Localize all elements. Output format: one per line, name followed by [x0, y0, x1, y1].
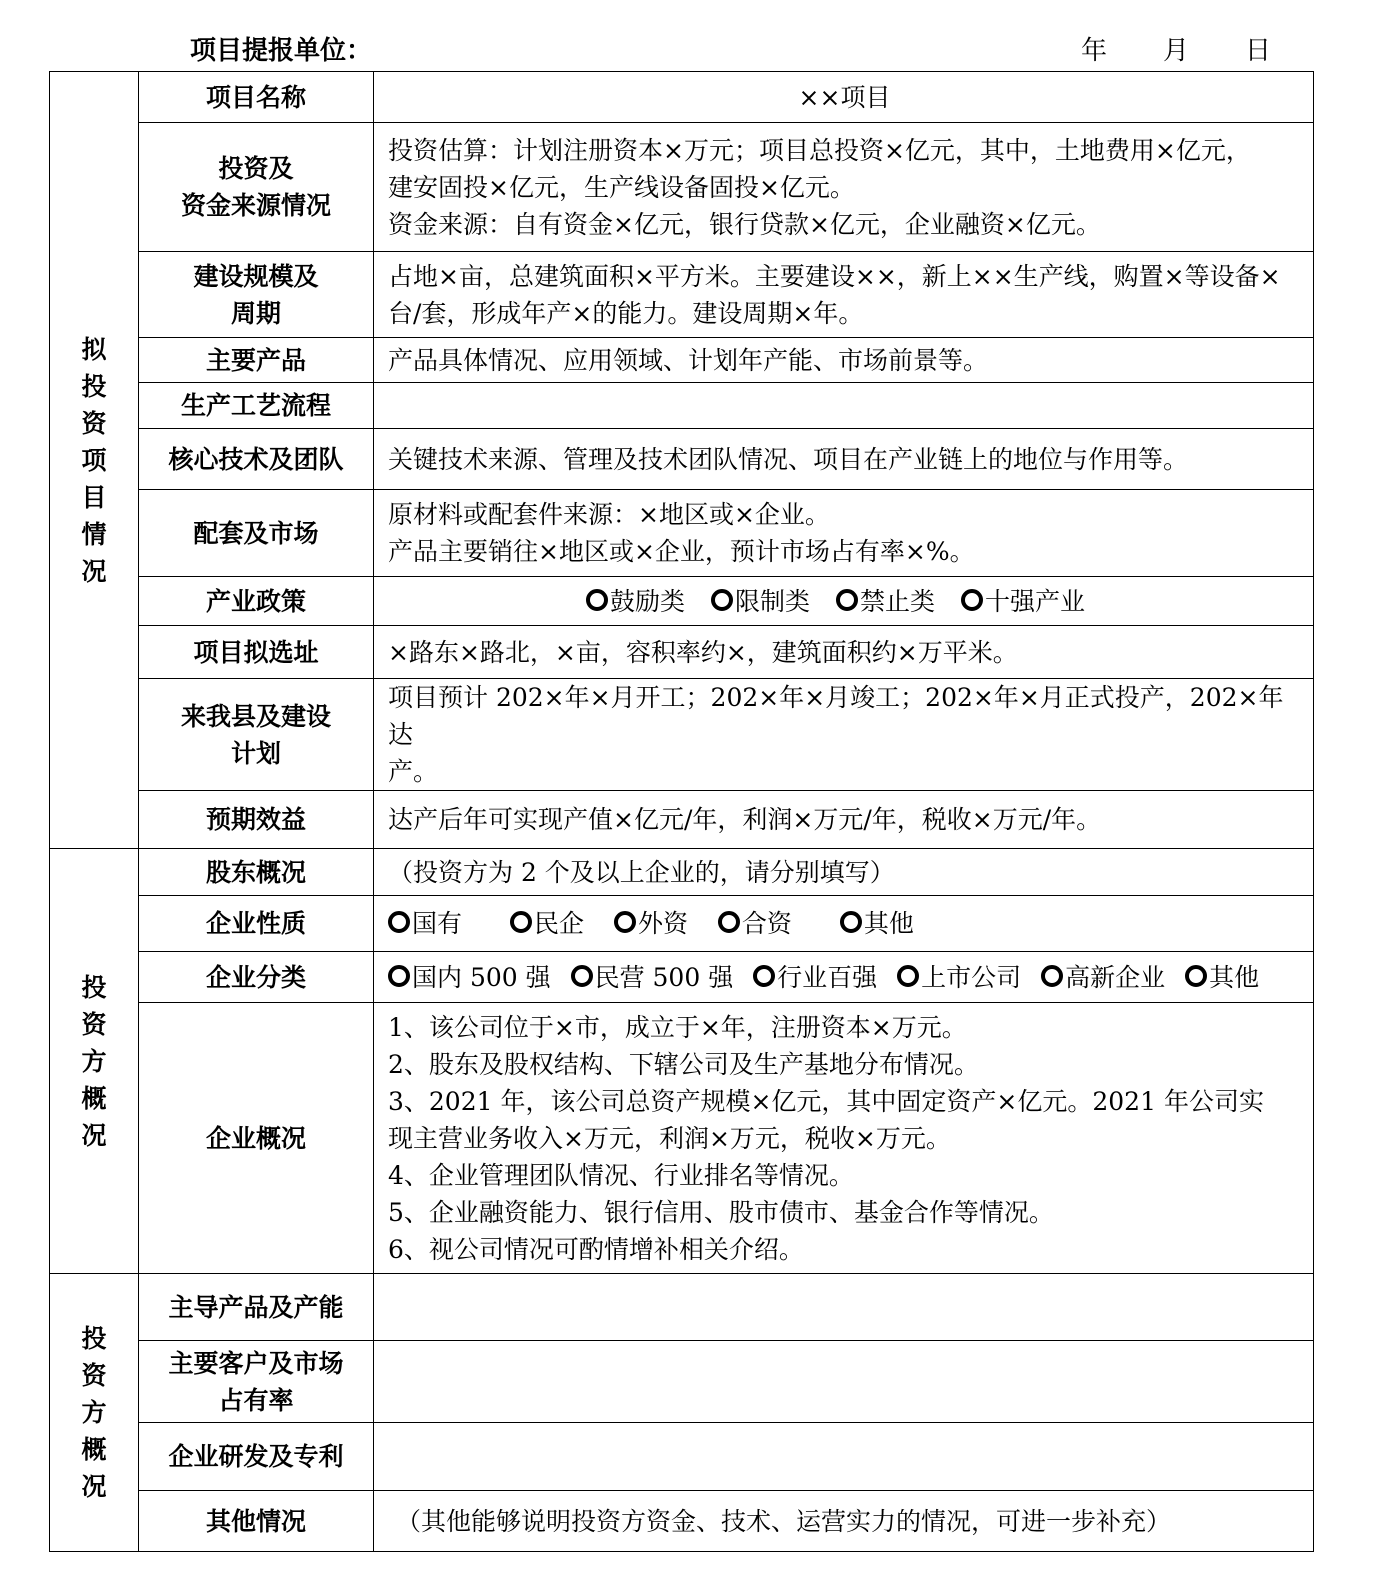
label-benefit: 预期效益	[139, 791, 374, 849]
value-products[interactable]: 产品具体情况、应用领域、计划年产能、市场前景等。	[374, 338, 1314, 383]
category-option-top500[interactable]: 国内 500 强	[388, 959, 551, 996]
radio-icon	[1041, 965, 1063, 987]
label-overview: 企业概况	[139, 1003, 374, 1274]
radio-icon	[840, 911, 862, 933]
nature-option-other[interactable]: 其他	[840, 905, 914, 942]
label-scale: 建设规模及 周期	[139, 252, 374, 338]
section-title-project: 拟 投 资 项 目 情 况	[50, 72, 139, 849]
row-benefit	[50, 791, 1314, 849]
day-label: 日	[1245, 36, 1272, 66]
radio-icon	[1185, 965, 1207, 987]
year-label: 年	[1081, 36, 1108, 66]
value-rnd[interactable]	[374, 1423, 1314, 1491]
row-site	[50, 626, 1314, 679]
unit-label: 项目提报单位：	[190, 36, 373, 66]
policy-option-top-ten[interactable]: 十强产业	[961, 583, 1085, 620]
label-site: 项目拟选址	[139, 626, 374, 679]
row-market	[50, 490, 1314, 577]
radio-icon	[961, 589, 983, 611]
label-customers: 主要客户及市场 占有率	[139, 1341, 374, 1423]
value-main-products[interactable]	[374, 1274, 1314, 1341]
row-other	[50, 1491, 1314, 1552]
value-project-name[interactable]: ××项目	[374, 72, 1314, 123]
value-other[interactable]: （其他能够说明投资方资金、技术、运营实力的情况，可进一步补充）	[374, 1491, 1314, 1552]
label-investment: 投资及 资金来源情况	[139, 123, 374, 252]
category-option-other[interactable]: 其他	[1185, 959, 1259, 996]
radio-icon	[614, 911, 636, 933]
label-category: 企业分类	[139, 952, 374, 1003]
nature-options	[374, 896, 1314, 952]
row-nature	[50, 896, 1314, 952]
label-tech: 核心技术及团队	[139, 429, 374, 490]
nature-option-private[interactable]: 民企	[510, 905, 584, 942]
row-shareholders	[50, 849, 1314, 896]
policy-option-restricted[interactable]: 限制类	[711, 583, 810, 620]
row-investment	[50, 123, 1314, 252]
label-market: 配套及市场	[139, 490, 374, 577]
radio-icon	[510, 911, 532, 933]
value-benefit[interactable]: 达产后年可实现产值×亿元/年，利润×万元/年，税收×万元/年。	[374, 791, 1314, 849]
form-header	[0, 22, 1385, 70]
value-tech[interactable]: 关键技术来源、管理及技术团队情况、项目在产业链上的地位与作用等。	[374, 429, 1314, 490]
category-option-private500[interactable]: 民营 500 强	[571, 959, 734, 996]
label-project-name: 项目名称	[139, 72, 374, 123]
row-scale	[50, 252, 1314, 338]
radio-icon	[753, 965, 775, 987]
nature-option-foreign[interactable]: 外资	[614, 905, 688, 942]
category-option-hightech[interactable]: 高新企业	[1041, 959, 1165, 996]
value-scale[interactable]: 占地×亩，总建筑面积×平方米。主要建设××，新上××生产线，购置×等设备× 台/套，形成年产×的能力。建设周期×年。	[374, 252, 1314, 338]
label-process: 生产工艺流程	[139, 383, 374, 429]
radio-icon	[718, 911, 740, 933]
row-overview	[50, 1003, 1314, 1274]
section-title-investor-2: 投 资 方 概 况	[50, 1274, 139, 1552]
policy-option-encouraged[interactable]: 鼓励类	[586, 583, 685, 620]
row-customers	[50, 1341, 1314, 1423]
nature-option-joint[interactable]: 合资	[718, 905, 792, 942]
radio-icon	[897, 965, 919, 987]
category-options	[374, 952, 1314, 1003]
value-overview[interactable]: 1、该公司位于×市，成立于×年，注册资本×万元。 2、股东及股权结构、下辖公司及生产基地分布情况。 3、2021 年，该公司总资产规模×亿元，其中固定资产×亿元。2021 年公司实 现主营业务收入×万元，利润×万元，税收×万元。 4、企业管理团队情况、行业排名等情况。 5、企业融资能力、银行信用、股市债市、基金合作等情况。 6、视公司情况可酌情增补相关介绍。	[374, 1003, 1314, 1274]
nature-option-state[interactable]: 国有	[388, 905, 462, 942]
radio-icon	[388, 911, 410, 933]
label-other: 其他情况	[139, 1491, 374, 1552]
policy-options	[374, 577, 1314, 626]
row-rnd	[50, 1423, 1314, 1491]
radio-icon	[586, 589, 608, 611]
label-products: 主要产品	[139, 338, 374, 383]
project-form-table	[49, 71, 1314, 1552]
row-project-name	[50, 72, 1314, 123]
label-policy: 产业政策	[139, 577, 374, 626]
label-plan: 来我县及建设 计划	[139, 679, 374, 791]
row-plan	[50, 679, 1314, 791]
value-site[interactable]: ×路东×路北，×亩，容积率约×，建筑面积约×万平米。	[374, 626, 1314, 679]
category-option-listed[interactable]: 上市公司	[897, 959, 1021, 996]
label-nature: 企业性质	[139, 896, 374, 952]
row-tech	[50, 429, 1314, 490]
month-label: 月	[1163, 36, 1190, 66]
policy-option-prohibited[interactable]: 禁止类	[836, 583, 935, 620]
row-main-products	[50, 1274, 1314, 1341]
label-shareholders: 股东概况	[139, 849, 374, 896]
value-plan[interactable]: 项目预计 202×年×月开工；202×年×月竣工；202×年×月正式投产，202×年达 产。	[374, 679, 1314, 791]
radio-icon	[711, 589, 733, 611]
radio-icon	[571, 965, 593, 987]
value-market[interactable]: 原材料或配套件来源：×地区或×企业。 产品主要销往×地区或×企业，预计市场占有率×%。	[374, 490, 1314, 577]
value-process[interactable]	[374, 383, 1314, 429]
radio-icon	[388, 965, 410, 987]
value-shareholders[interactable]: （投资方为 2 个及以上企业的，请分别填写）	[374, 849, 1314, 896]
section-title-investor: 投 资 方 概 况	[50, 849, 139, 1274]
row-products	[50, 338, 1314, 383]
value-customers[interactable]	[374, 1341, 1314, 1423]
label-rnd: 企业研发及专利	[139, 1423, 374, 1491]
category-option-industry100[interactable]: 行业百强	[753, 959, 877, 996]
row-policy	[50, 577, 1314, 626]
row-process	[50, 383, 1314, 429]
label-main-products: 主导产品及产能	[139, 1274, 374, 1341]
radio-icon	[836, 589, 858, 611]
row-category	[50, 952, 1314, 1003]
value-investment[interactable]: 投资估算：计划注册资本×万元；项目总投资×亿元，其中，土地费用×亿元， 建安固投×亿元，生产线设备固投×亿元。 资金来源：自有资金×亿元，银行贷款×亿元，企业融资×亿元。	[374, 123, 1314, 252]
